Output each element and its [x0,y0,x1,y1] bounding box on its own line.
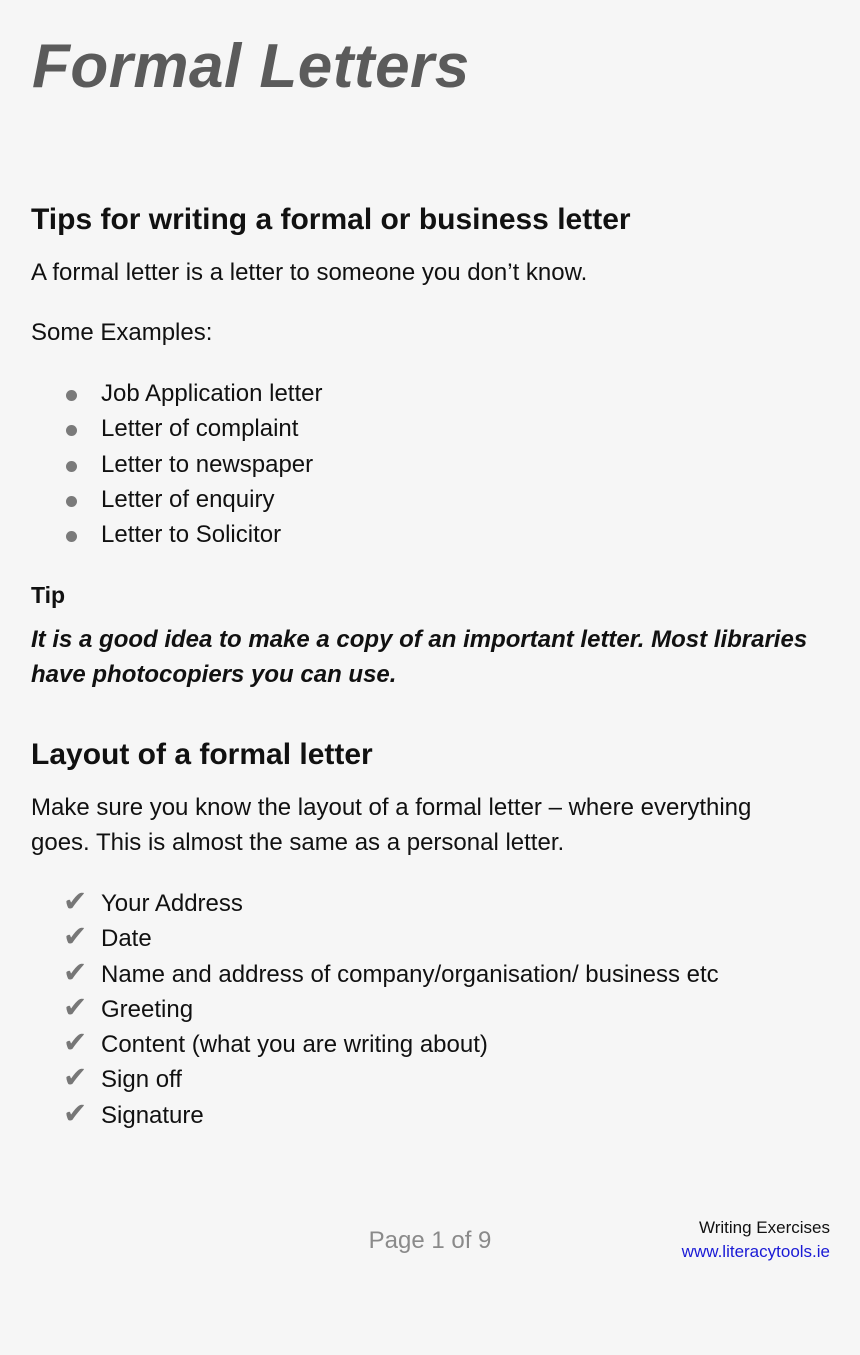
website-link[interactable]: www.literacytools.ie [681,1242,830,1261]
checkmark-icon: ✔ [63,954,88,989]
bullet-dot-icon [66,390,77,401]
examples-list [62,376,322,552]
checklist-item [62,1027,719,1062]
list-item-label: Letter of complaint [101,415,299,443]
tip-label: Tip [31,582,66,608]
list-item [62,517,322,552]
checkmark-icon: ✔ [63,919,88,954]
list-item [62,411,322,446]
checklist-item-label: Your Address [101,890,243,917]
section-heading-layout: Layout of a formal letter [31,738,373,771]
examples-label: Some Examples: [31,319,213,346]
checkmark-icon: ✔ [63,884,88,918]
checklist-item-label: Name and address of company/organisation/ business etc [101,960,719,988]
checklist-item [62,1095,719,1133]
checklist-item [62,921,719,956]
footer-label: Writing Exercises [699,1218,830,1237]
list-item [62,376,322,411]
checkmark-icon: ✔ [63,1060,88,1095]
list-item-label: Job Application letter [101,380,323,407]
bullet-dot-icon [66,425,77,436]
checklist-item [62,886,719,921]
checkmark-icon: ✔ [63,1095,88,1130]
list-item-label: Letter to Solicitor [101,521,282,549]
checkmark-icon: ✔ [63,1025,88,1060]
checklist-item [62,1062,719,1097]
checklist-item-label: Date [101,925,152,953]
checklist-item [62,954,719,992]
bullet-dot-icon [66,461,77,472]
checklist-item-label: Content (what you are writing about) [101,1031,488,1059]
list-item-label: Letter to newspaper [101,450,314,478]
checklist-item [62,989,719,1027]
bullet-dot-icon [66,496,77,507]
bullet-dot-icon [66,531,77,542]
page-number: Page 1 of 9 [368,1227,492,1254]
checklist-item-label: Sign off [101,1066,182,1094]
layout-intro-text: Make sure you know the layout of a formal letter – where everything goes. This is almost the same as a personal letter. [31,794,752,856]
intro-text: A formal letter is a letter to someone you don’t know. [31,259,588,286]
checklist-item-label: Signature [101,1101,204,1129]
layout-checklist [62,886,719,1133]
tip-text: It is a good idea to make a copy of an important letter. Most libraries have photocopiers you can use. [31,626,808,688]
page-title: Formal Letters [32,32,470,101]
section-heading-tips: Tips for writing a formal or business letter [31,203,631,236]
checklist-item-label: Greeting [101,995,194,1023]
list-item [62,447,322,482]
list-item-label: Letter of enquiry [101,485,275,513]
footer-branding [682,1216,830,1264]
checkmark-icon: ✔ [63,989,88,1024]
list-item [62,482,322,517]
